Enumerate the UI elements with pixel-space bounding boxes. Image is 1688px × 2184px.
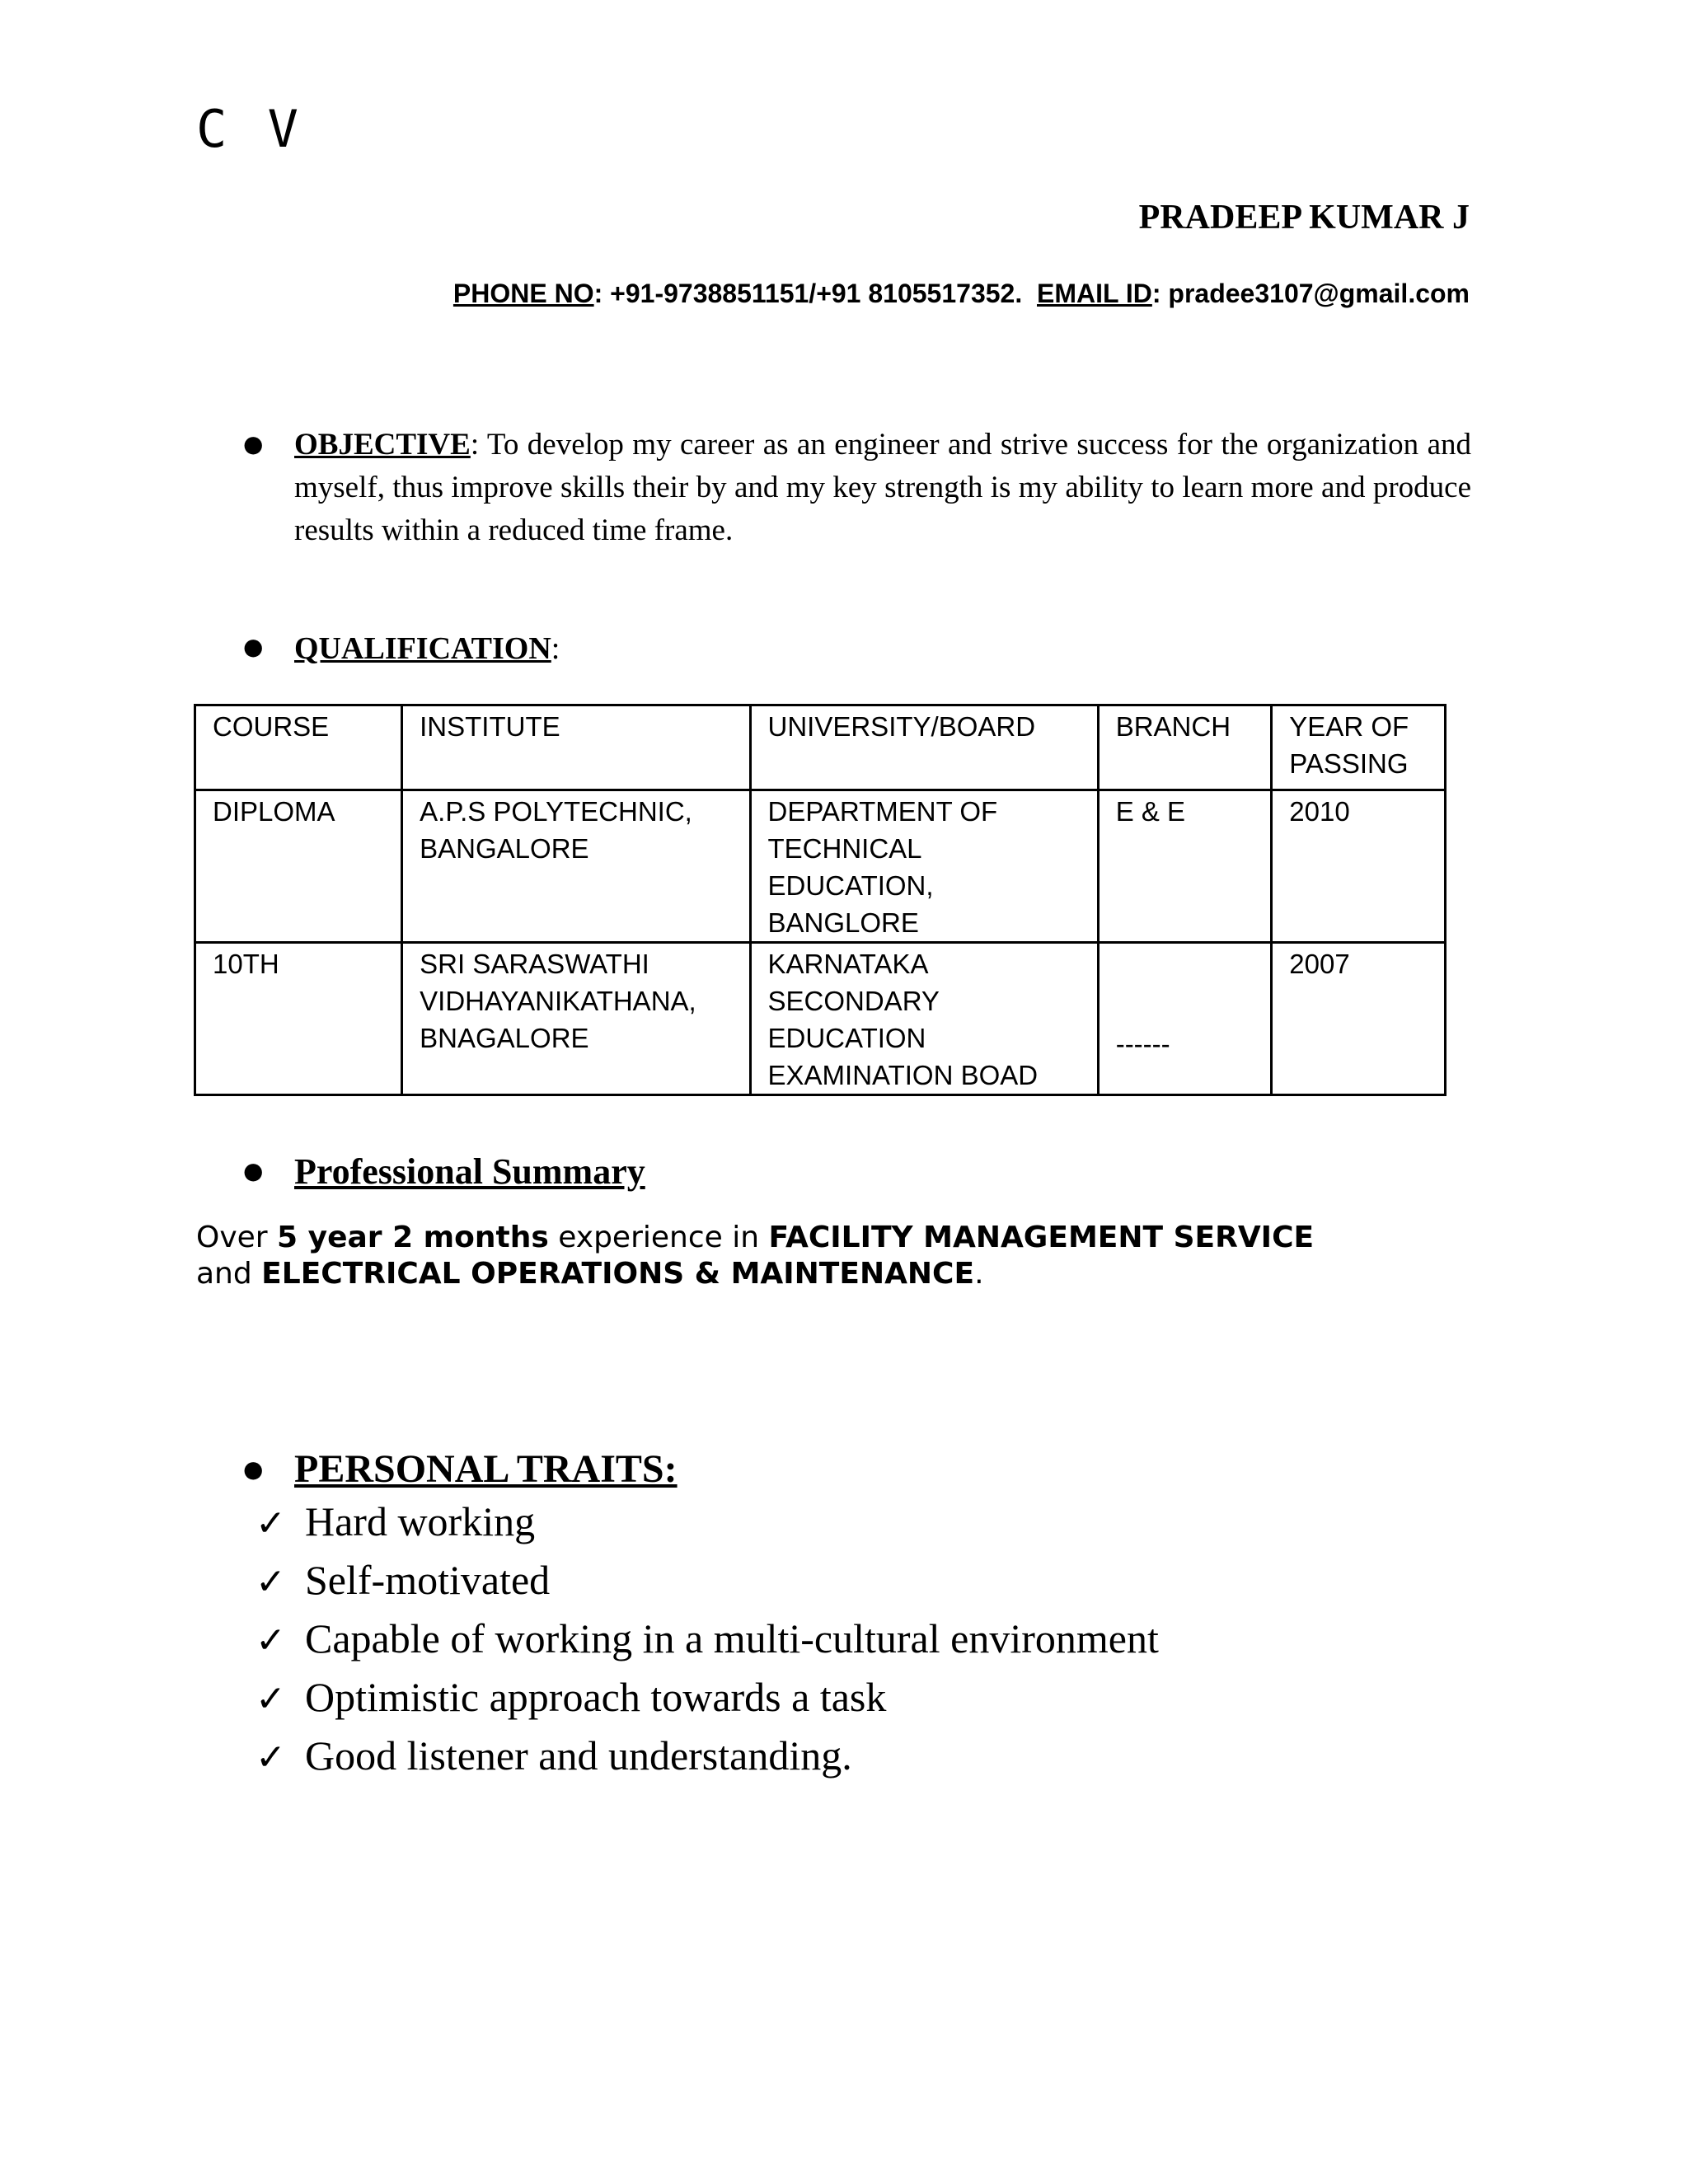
trait-text: Capable of working in a multi-cultural environment: [305, 1615, 1159, 1661]
trait-text: Good listener and understanding.: [305, 1732, 852, 1779]
column-header: INSTITUTE: [402, 705, 750, 790]
table-cell: DEPARTMENT OF TECHNICAL EDUCATION, BANGLORE: [750, 790, 1098, 943]
checkmark-icon: ✓: [256, 1619, 286, 1661]
summary-heading: Professional Summary: [294, 1151, 645, 1192]
bullet-icon: ●: [243, 430, 264, 457]
traits-heading: PERSONAL TRAITS:: [294, 1447, 678, 1491]
checkmark-icon: ✓: [256, 1678, 286, 1720]
phone-value: : +91-9738851151/+91 8105517352.: [593, 279, 1023, 308]
bullet-icon: ●: [243, 633, 264, 660]
bullet-icon: ●: [243, 1455, 264, 1483]
column-header: UNIVERSITY/BOARD: [750, 705, 1098, 790]
table-cell: 2010: [1272, 790, 1446, 943]
table-row: [195, 943, 1446, 1095]
table-cell: SRI SARASWATHI VIDHAYANIKATHANA, BNAGALORE: [402, 943, 750, 1095]
qualification-heading-suffix: :: [551, 631, 560, 666]
summary-area-facility: FACILITY MANAGEMENT SERVICE: [768, 1221, 1315, 1254]
table-cell: E & E: [1098, 790, 1272, 943]
table-header-row: [195, 705, 1446, 790]
qualification-heading: QUALIFICATION: [294, 631, 551, 666]
qualification-table: [194, 704, 1447, 1096]
list-item: [256, 1610, 1159, 1669]
checkmark-icon: ✓: [256, 1561, 286, 1603]
traits-list: [256, 1493, 1159, 1786]
summary-area-electrical: ELECTRICAL OPERATIONS & MAINTENANCE: [261, 1257, 975, 1291]
list-item: [256, 1552, 1159, 1610]
table-cell: DIPLOMA: [195, 790, 402, 943]
checkmark-icon: ✓: [256, 1502, 286, 1544]
objective-text: : To develop my career as an engineer and strive success for the organization and myself, thus improve skills their by and my key strength is my ability to learn more and produce results within a reduced time frame.: [294, 428, 1471, 547]
table-cell: 10TH: [195, 943, 402, 1095]
objective-heading: OBJECTIVE: [294, 428, 471, 462]
list-item: [256, 1727, 1159, 1786]
trait-text: Optimistic approach towards a task: [305, 1674, 887, 1720]
email-label: EMAIL ID: [1037, 279, 1152, 308]
column-header: YEAR OF PASSING: [1272, 705, 1446, 790]
traits-section: [243, 1444, 1471, 1495]
summary-end: .: [974, 1257, 984, 1291]
objective-section: [243, 424, 1471, 552]
summary-duration: 5 year 2 months: [277, 1221, 549, 1254]
summary-paragraph: [196, 1220, 1515, 1292]
trait-text: Self-motivated: [305, 1557, 551, 1603]
cv-mark: C V: [196, 99, 303, 159]
table-row: [195, 790, 1446, 943]
summary-prefix: Over: [196, 1221, 278, 1254]
table-cell: ------: [1098, 943, 1272, 1095]
summary-mid: experience in: [548, 1221, 769, 1254]
bullet-icon: ●: [243, 1157, 264, 1184]
table-cell: A.P.S POLYTECHNIC, BANGALORE: [402, 790, 750, 943]
list-item: [256, 1669, 1159, 1727]
table-cell: KARNATAKA SECONDARY EDUCATION EXAMINATION BOAD: [750, 943, 1098, 1095]
contact-line: [453, 279, 1470, 309]
email-value: : pradee3107@gmail.com: [1151, 279, 1470, 308]
summary-section: [243, 1149, 1471, 1195]
summary-joiner: and: [196, 1257, 262, 1291]
trait-text: Hard working: [305, 1498, 536, 1544]
table-cell: 2007: [1272, 943, 1446, 1095]
column-header: COURSE: [195, 705, 402, 790]
candidate-name: PRADEEP KUMAR J: [1138, 199, 1470, 237]
phone-label: PHONE NO: [452, 279, 594, 308]
checkmark-icon: ✓: [256, 1736, 286, 1779]
column-header: BRANCH: [1098, 705, 1272, 790]
list-item: [256, 1493, 1159, 1552]
qualification-section: [243, 628, 1471, 669]
